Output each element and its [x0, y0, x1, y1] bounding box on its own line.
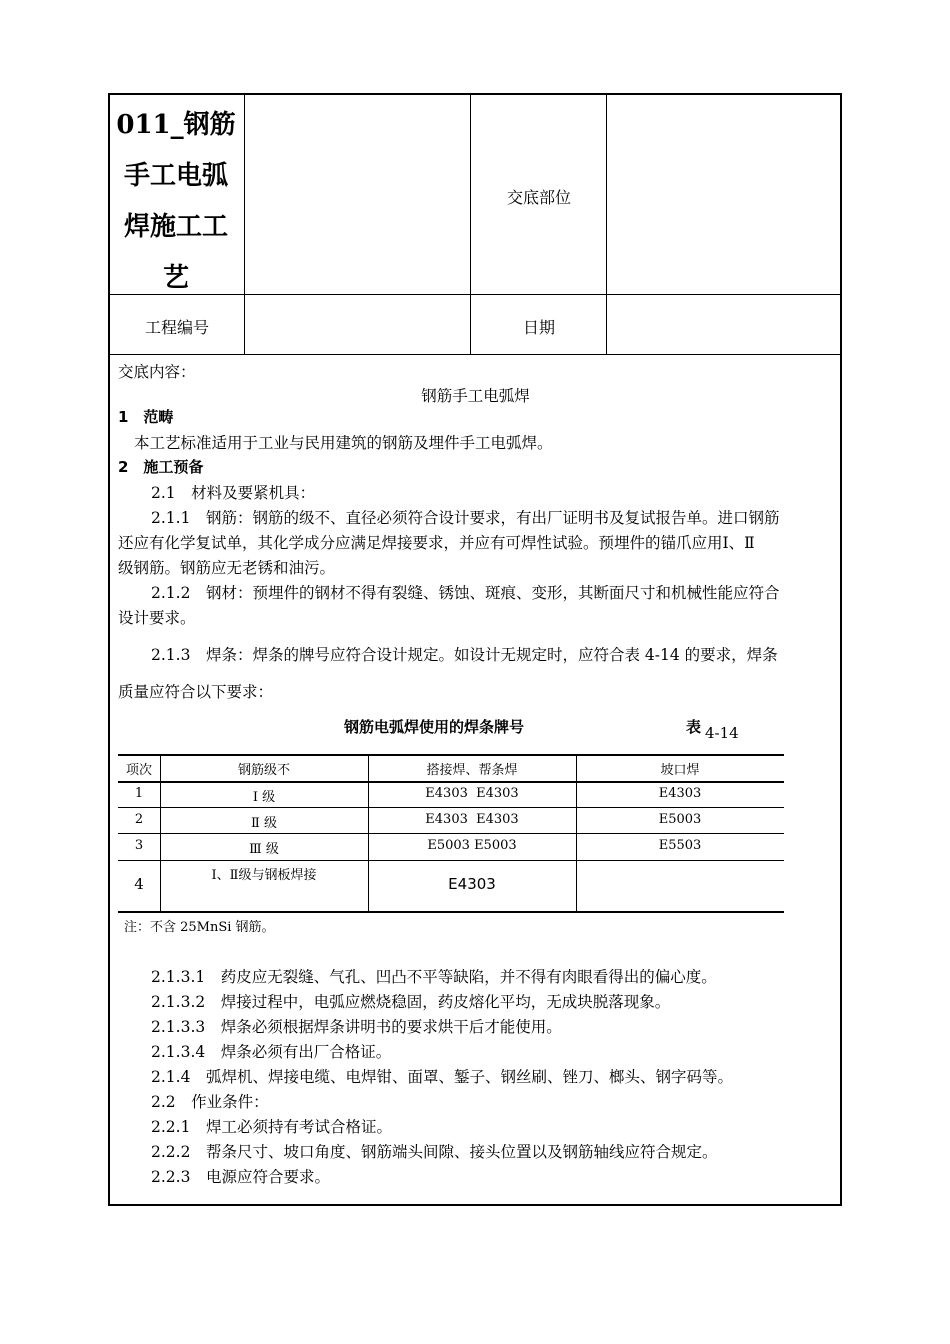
section-2-1-3-line-2: 质量应符合以下要求： [118, 683, 274, 701]
table-cell: 2 [134, 812, 144, 827]
title-line-2: 手工电弧 [123, 161, 228, 191]
table-header-cell: 项次 [125, 763, 152, 778]
title-line-4: 艺 [162, 263, 189, 293]
table-label-number: 4-14 [705, 724, 739, 742]
section-2-1-2-line-1: 2.1.2 钢材：预埋件的钢材不得有裂缝、锈蚀、斑痕、变形，其断面尺寸和机械性能应符合 [151, 584, 780, 602]
table-header-cell: 搭接焊、帮条焊 [426, 763, 518, 778]
title-line-3: 焊施工工 [123, 212, 228, 242]
section-2-1-2-line-2: 设计要求。 [118, 609, 196, 627]
table-cell: Ⅱ 级 [251, 816, 277, 831]
header-col-divider-3 [606, 93, 607, 354]
table-bottom-rule [118, 911, 784, 913]
table-row-rule-1 [118, 807, 784, 808]
table-cell: 1 [134, 786, 144, 801]
header-col-divider-2 [470, 93, 471, 354]
section-1-heading: 1 范畴 [118, 408, 174, 426]
table-header-cell: 钢筋级不 [237, 763, 290, 778]
header-col-divider-1 [244, 93, 245, 354]
table-row-rule-3 [118, 860, 784, 861]
table-col-divider-3 [576, 755, 577, 912]
project-no-label: 工程编号 [144, 318, 209, 337]
table-cell: Ⅰ 级 [252, 790, 276, 805]
section-2-1-3-1: 2.1.3.1 药皮应无裂缝、气孔、凹凸不平等缺陷，并不得有肉眼看得出的偏心度。 [151, 968, 717, 986]
table-header-cell: 坡口焊 [660, 763, 700, 778]
table-cell: E5003 [658, 812, 702, 827]
table-top-rule [118, 754, 784, 756]
section-title: 钢筋手工电弧焊 [421, 387, 530, 405]
table-cell: 4 [134, 875, 144, 893]
table-row-rule-2 [118, 833, 784, 834]
section-2-1: 2.1 材料及要紧机具： [151, 484, 316, 502]
table-col-divider-1 [160, 755, 161, 912]
document-title [112, 100, 240, 304]
section-2-2-2: 2.2.2 帮条尺寸、坡口角度、钢筋端头间隙、接头位置以及钢筋轴线应符合规定。 [151, 1143, 718, 1161]
table-caption: 钢筋电弧焊使用的焊条牌号 [344, 718, 525, 736]
section-1-text: 本工艺标准适用于工业与民用建筑的钢筋及埋件手工电弧焊。 [134, 434, 553, 452]
section-2-1-1-line-2: 还应有化学复试单，其化学成分应满足焊接要求，并应有可焊性试验。预埋件的锚爪应用Ⅰ、Ⅱ [118, 534, 755, 552]
table-cell: E4303 [658, 786, 702, 801]
section-2-heading: 2 施工预备 [118, 458, 204, 476]
section-2-2-1: 2.2.1 焊工必须持有考试合格证。 [151, 1118, 392, 1136]
intro-label: 交底内容： [118, 363, 196, 381]
table-cell: E5003 E5003 [427, 838, 517, 853]
section-2-1-3-line-1: 2.1.3 焊条：焊条的牌号应符合设计规定。如设计无规定时，应符合表 4-14 的要求，焊条 [151, 646, 778, 664]
title-line-1: 011_钢筋 [116, 110, 236, 140]
date-label: 日期 [522, 318, 555, 337]
section-2-1-3-4: 2.1.3.4 焊条必须有出厂合格证。 [151, 1043, 392, 1061]
header-bottom-divider [108, 354, 842, 355]
table-cell: Ⅰ、Ⅱ级与钢板焊接 [211, 868, 317, 883]
table-cell: 3 [134, 838, 144, 853]
table-cell: E5503 [658, 838, 702, 853]
table-cell: E4303 [448, 875, 496, 893]
section-2-1-4: 2.1.4 弧焊机、焊接电缆、电焊钳、面罩、錾子、钢丝刷、锉刀、榔头、钢字码等。 [151, 1068, 733, 1086]
section-2-1-3-2: 2.1.3.2 焊接过程中，电弧应燃烧稳固，药皮熔化平均，无成块脱落现象。 [151, 993, 671, 1011]
location-label: 交底部位 [506, 188, 571, 207]
section-2-1-1-line-3: 级钢筋。钢筋应无老锈和油污。 [118, 559, 336, 577]
section-2-2-3: 2.2.3 电源应符合要求。 [151, 1168, 330, 1186]
table-cell: E4303 E4303 [425, 812, 519, 827]
section-2-1-3-3: 2.1.3.3 焊条必须根据焊条讲明书的要求烘干后才能使用。 [151, 1018, 562, 1036]
table-cell: Ⅲ 级 [249, 842, 279, 857]
section-2-1-1-line-1: 2.1.1 钢筋：钢筋的级不、直径必须符合设计要求，有出厂证明书及复试报告单。进口钢筋 [151, 509, 780, 527]
table-label-prefix: 表 [686, 718, 702, 736]
table-header-rule [118, 781, 784, 783]
table-note: 注：不含 25MnSi 钢筋。 [124, 920, 275, 935]
section-2-2: 2.2 作业条件： [151, 1093, 269, 1111]
table-cell: E4303 E4303 [425, 786, 519, 801]
